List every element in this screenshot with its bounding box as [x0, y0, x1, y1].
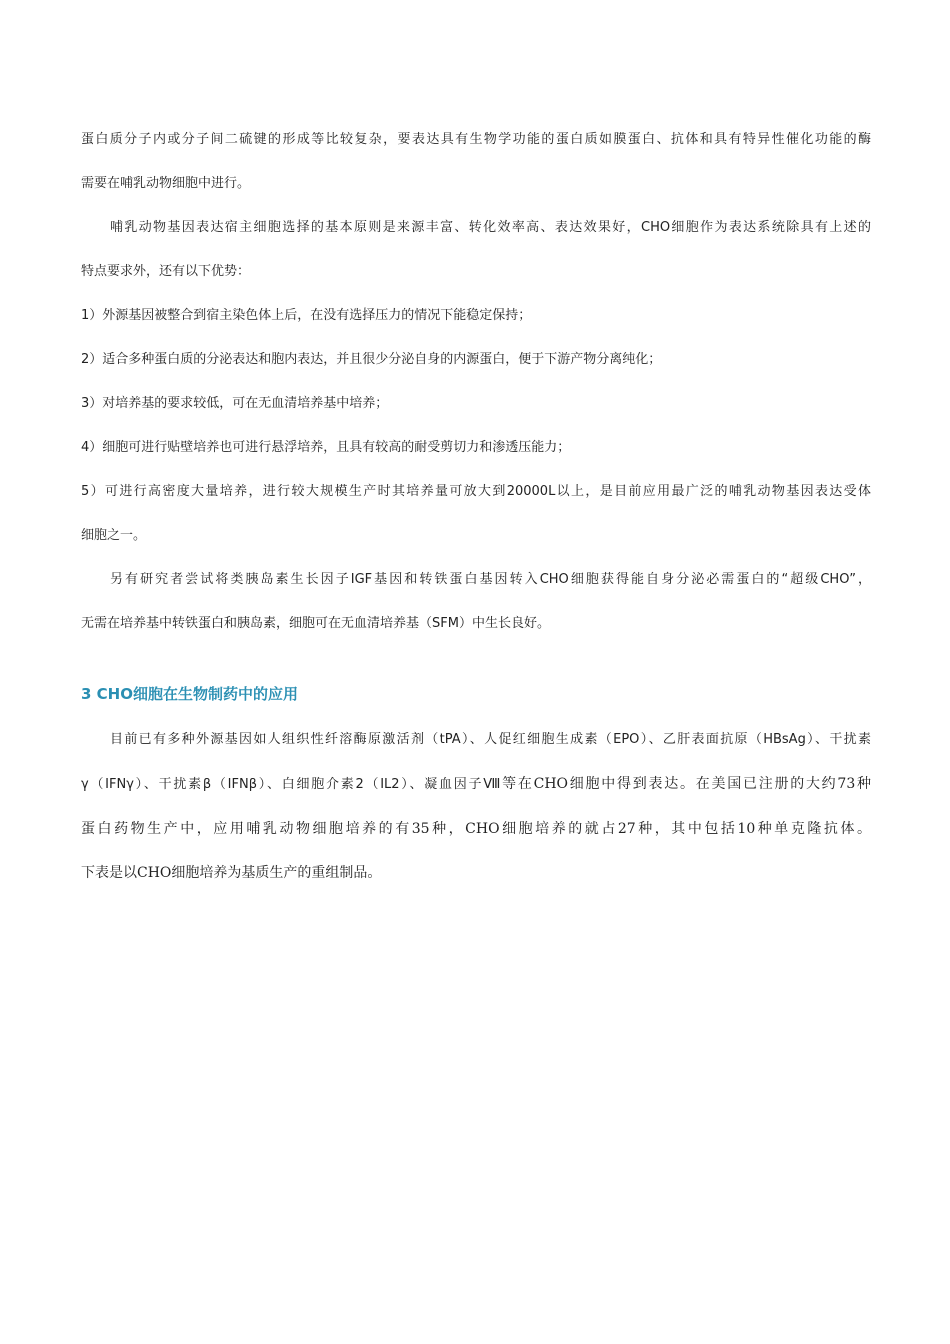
paragraph-line: 特点要求外，还有以下优势：: [81, 264, 251, 279]
advantage-item: 3）对培养基的要求较低，可在无血清培养基中培养；: [81, 396, 389, 411]
paragraph-line: 蛋白药物生产中，应用哺乳动物细胞培养的有35种，CHO细胞培养的就占27种，其中包括10种单克隆抗体。: [81, 821, 871, 837]
paragraph-line: 蛋白质分子内或分子间二硫键的形成等比较复杂，要表达具有生物学功能的蛋白质如膜蛋白、抗体和具有特异性催化功能的酶: [81, 132, 871, 147]
advantage-item: 1）外源基因被整合到宿主染色体上后，在没有选择压力的情况下能稳定保持；: [81, 308, 532, 323]
paragraph-line: 无需在培养基中转铁蛋白和胰岛素，细胞可在无血清培养基（SFM）中生长良好。: [81, 616, 550, 631]
advantage-item: 细胞之一。: [81, 528, 147, 543]
paragraph-line: [81, 762, 871, 807]
advantage-item: 2）适合多种蛋白质的分泌表达和胞内表达，并且很少分泌自身的内源蛋白，便于下游产物分离纯化；: [81, 352, 662, 367]
section-heading: 3 CHO细胞在生物制药中的应用: [81, 685, 298, 703]
paragraph-line: 下表是以CHO细胞培养为基质生产的重组制品。: [81, 865, 382, 881]
advantage-item: 5）可进行高密度大量培养，进行较大规模生产时其培养量可放大到20000L以上，是目前应用最广泛的哺乳动物基因表达受体: [81, 484, 871, 499]
paragraph-line: 哺乳动物基因表达宿主细胞选择的基本原则是来源丰富、转化效率高、表达效果好，CHO细胞作为表达系统除具有上述的: [110, 220, 871, 235]
paragraph-line: 另有研究者尝试将类胰岛素生长因子IGF基因和转铁蛋白基因转入CHO细胞获得能自身分泌必需蛋白的“超级CHO”，: [110, 572, 871, 587]
document-body: [81, 118, 871, 895]
mixed-text-sans: γ（IFNγ）、干扰素β（IFNβ）、白细胞介素2（IL2）、凝血因子Ⅷ: [81, 777, 503, 792]
mixed-text-serif: 等在CHO细胞中得到表达。在美国已注册的大约73种: [502, 776, 871, 792]
paragraph-line: 目前已有多种外源基因如人组织性纤溶酶原激活剂（tPA）、人促红细胞生成素（EPO）、乙肝表面抗原（HBsAg）、干扰素: [110, 732, 871, 747]
advantage-item: 4）细胞可进行贴壁培养也可进行悬浮培养，且具有较高的耐受剪切力和渗透压能力；: [81, 440, 571, 455]
paragraph-line: 需要在哺乳动物细胞中进行。: [81, 176, 251, 191]
